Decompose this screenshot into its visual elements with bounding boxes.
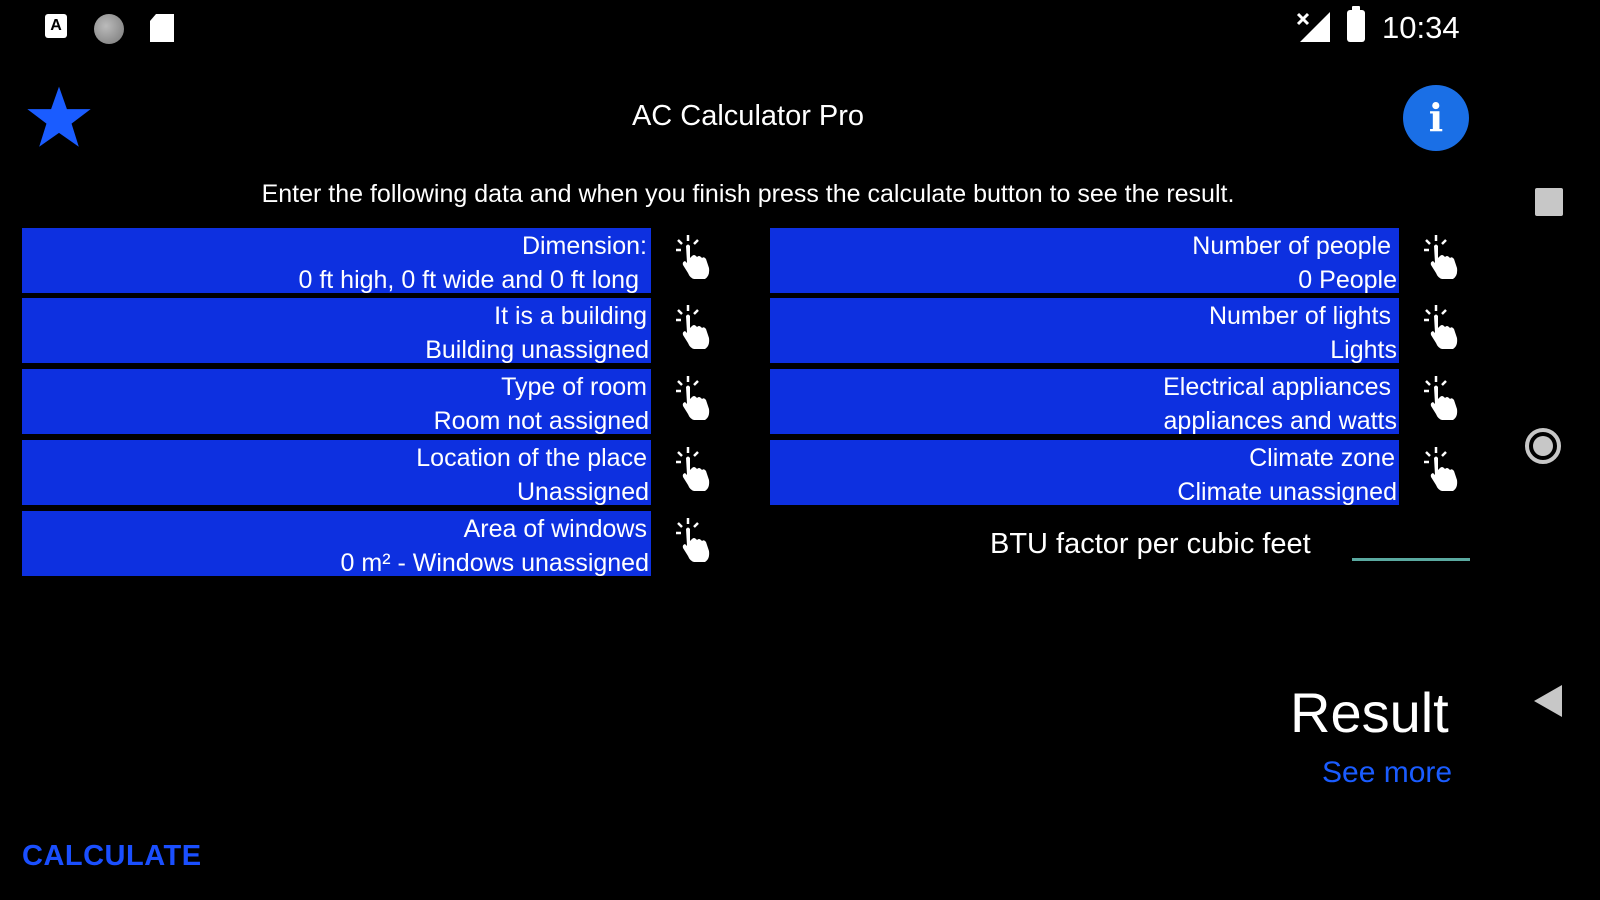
status-time: 10:34 <box>1382 10 1460 45</box>
location-field[interactable] <box>22 440 651 505</box>
room-type-field[interactable] <box>22 369 651 434</box>
tap-hand-icon[interactable] <box>672 232 716 280</box>
field-value: Lights <box>1330 336 1397 363</box>
btu-factor-label: BTU factor per cubic feet <box>990 528 1311 560</box>
field-title: Dimension: <box>521 232 647 260</box>
tap-hand-icon[interactable] <box>672 373 716 421</box>
lights-field[interactable] <box>770 298 1399 363</box>
field-title: It is a building <box>494 302 647 330</box>
field-value: 0 People <box>1298 266 1397 293</box>
see-more-link[interactable]: See more <box>1322 756 1453 789</box>
field-title: Type of room <box>501 373 647 401</box>
field-value: Climate unassigned <box>1177 478 1397 505</box>
field-title: Number of lights <box>1208 302 1391 330</box>
tap-hand-icon[interactable] <box>1420 444 1464 492</box>
building-field[interactable] <box>22 298 651 363</box>
battery-icon <box>1347 10 1365 42</box>
tap-hand-icon[interactable] <box>672 444 716 492</box>
field-title: Climate zone <box>1249 444 1395 472</box>
field-title: Number of people <box>1192 232 1391 260</box>
appliances-field[interactable] <box>770 369 1399 434</box>
field-title: Electrical appliances <box>1163 373 1391 401</box>
notification-circle-icon <box>94 14 124 44</box>
field-value: Unassigned <box>516 478 649 505</box>
sd-card-icon <box>150 14 174 42</box>
field-value: Building unassigned <box>425 336 649 363</box>
people-field[interactable] <box>770 228 1399 293</box>
btu-factor-input[interactable] <box>1352 556 1470 561</box>
home-icon[interactable] <box>1525 428 1561 464</box>
dimension-field[interactable] <box>22 228 651 293</box>
tap-hand-icon[interactable] <box>672 302 716 350</box>
signal-icon <box>1296 12 1330 42</box>
field-title: Area of windows <box>463 515 647 543</box>
field-value: 0 ft high, 0 ft wide and 0 ft long <box>298 266 639 293</box>
tap-hand-icon[interactable] <box>1420 373 1464 421</box>
climate-zone-field[interactable] <box>770 440 1399 505</box>
tap-hand-icon[interactable] <box>1420 232 1464 280</box>
tap-hand-icon[interactable] <box>672 515 716 563</box>
notification-a-icon: A <box>45 14 67 38</box>
recents-icon[interactable] <box>1535 188 1563 216</box>
field-value: appliances and watts <box>1163 407 1397 434</box>
field-title: Location of the place <box>416 444 647 472</box>
result-title: Result <box>1290 681 1449 744</box>
app-title: AC Calculator Pro <box>631 100 865 132</box>
field-value: 0 m² - Windows unassigned <box>340 549 649 576</box>
back-icon[interactable] <box>1534 685 1562 717</box>
info-icon[interactable]: i <box>1403 85 1469 151</box>
field-value: Room not assigned <box>433 407 649 434</box>
tap-hand-icon[interactable] <box>1420 302 1464 350</box>
instructions-text: Enter the following data and when you finish press the calculate button to see the result. <box>261 180 1235 208</box>
windows-area-field[interactable] <box>22 511 651 576</box>
calculate-button[interactable]: CALCULATE <box>22 840 202 872</box>
